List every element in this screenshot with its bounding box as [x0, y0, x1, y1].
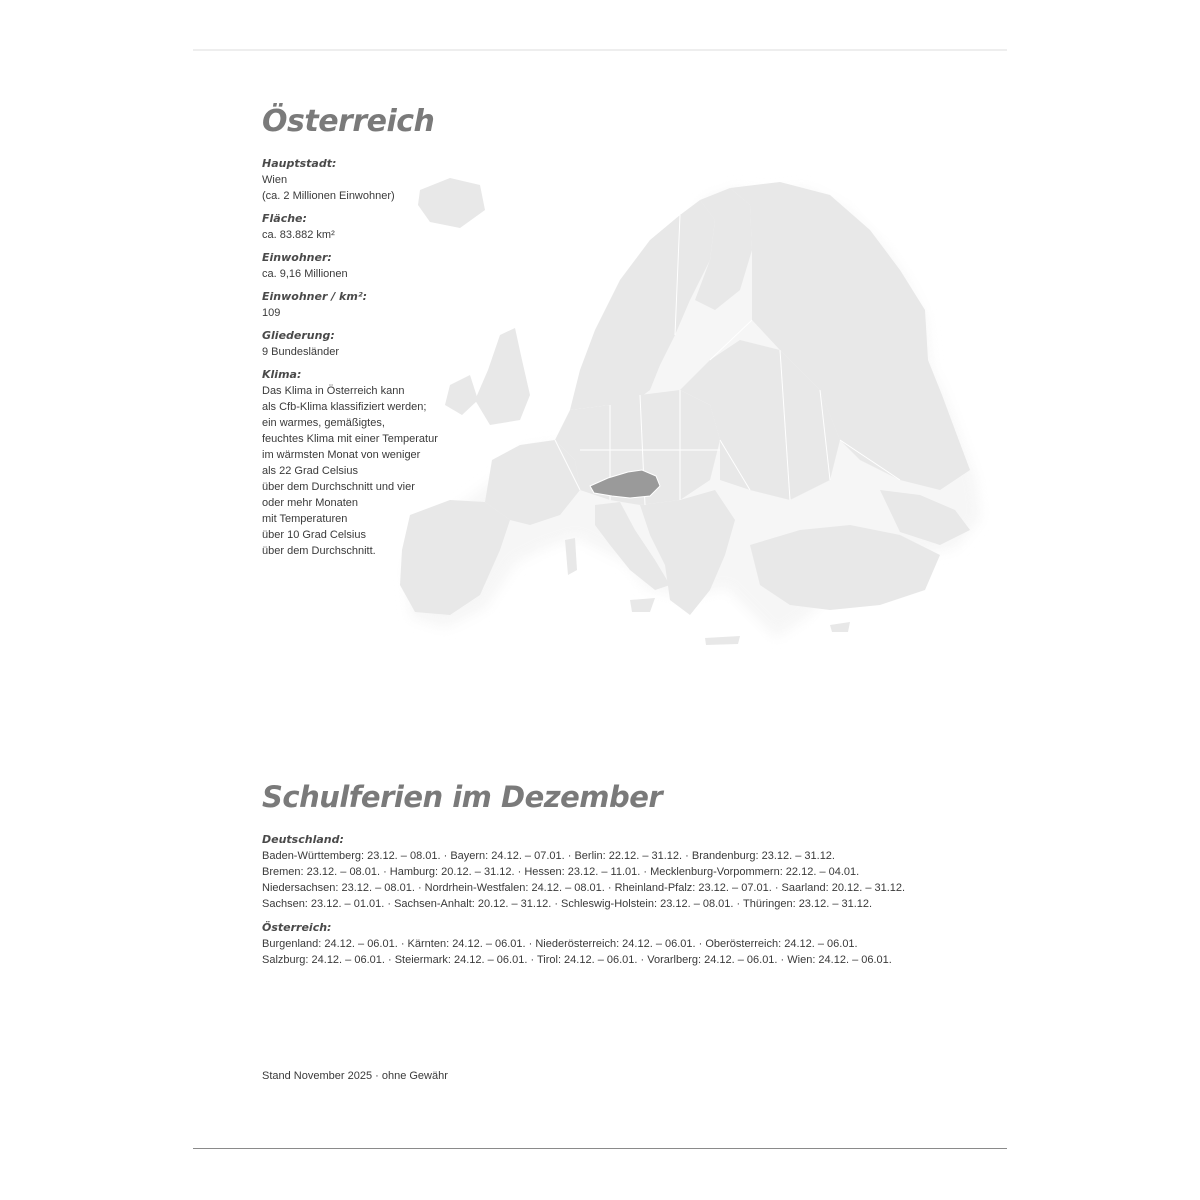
holiday-line: Burgenland: 24.12. – 06.01. · Kärnten: 24.12. – 06.01. · Niederösterreich: 24.12. – 06.01. · Oberösterreich: 24.12. – 06.01. — [262, 938, 858, 950]
holiday-line: Bremen: 23.12. – 08.01. · Hamburg: 20.12. – 31.12. · Hessen: 23.12. – 11.01. · Mecklenburg-Vorpommern: 22.12. – 04.01. — [262, 866, 860, 878]
europe-map-icon — [380, 160, 990, 660]
top-divider — [193, 49, 1007, 51]
holiday-group-label: Österreich: — [262, 921, 332, 934]
fact-value: 109 — [262, 307, 281, 319]
fact-label: Klima: — [262, 368, 302, 381]
europe-map — [380, 160, 990, 660]
fact-value: Wien (ca. 2 Millionen Einwohner) — [262, 174, 395, 202]
fact-value: Das Klima in Österreich kann als Cfb-Klima klassifiziert werden; ein warmes, gemäßigtes, feuchtes Klima mit einer Temperatur im wärmsten Monat von weniger als 22 Grad Celsius über dem Durchschnitt und vier oder mehr Monaten mit Temperaturen über 10 Grad Celsius über dem Durchschnitt. — [262, 385, 438, 557]
country-title: Österreich — [262, 104, 435, 139]
fact-value: 9 Bundesländer — [262, 346, 340, 358]
holiday-line: Niedersachsen: 23.12. – 08.01. · Nordrhein-Westfalen: 24.12. – 08.01. · Rheinland-Pfalz: 23.12. – 07.01. · Saarland: 20.12. – 31.12. — [262, 882, 906, 894]
fact-value: ca. 9,16 Millionen — [262, 268, 348, 280]
holiday-group-germany — [262, 832, 962, 912]
holidays-section — [262, 832, 962, 976]
bottom-divider — [193, 1148, 1007, 1149]
holidays-title: Schulferien im Dezember — [262, 780, 663, 814]
holiday-line: Salzburg: 24.12. – 06.01. · Steiermark: 24.12. – 06.01. · Tirol: 24.12. – 06.01. · Vorarlberg: 24.12. – 06.01. · Wien: 24.12. – 06.01. — [262, 954, 892, 966]
fact-label: Fläche: — [262, 212, 307, 225]
fact-label: Gliederung: — [262, 329, 335, 342]
fact-value: ca. 83.882 km² — [262, 229, 335, 241]
fact-label: Einwohner / km²: — [262, 290, 368, 303]
holiday-group-label: Deutschland: — [262, 833, 344, 846]
holiday-line: Baden-Württemberg: 23.12. – 08.01. · Bayern: 24.12. – 07.01. · Berlin: 22.12. – 31.12. · Brandenburg: 23.12. – 31.12. — [262, 850, 835, 862]
footer-note: Stand November 2025 · ohne Gewähr — [262, 1070, 448, 1082]
fact-label: Einwohner: — [262, 251, 332, 264]
holiday-group-austria — [262, 920, 962, 968]
fact-label: Hauptstadt: — [262, 157, 337, 170]
holiday-line: Sachsen: 23.12. – 01.01. · Sachsen-Anhalt: 20.12. – 31.12. · Schleswig-Holstein: 23.12. – 08.01. · Thüringen: 23.12. – 31.12. — [262, 898, 873, 910]
